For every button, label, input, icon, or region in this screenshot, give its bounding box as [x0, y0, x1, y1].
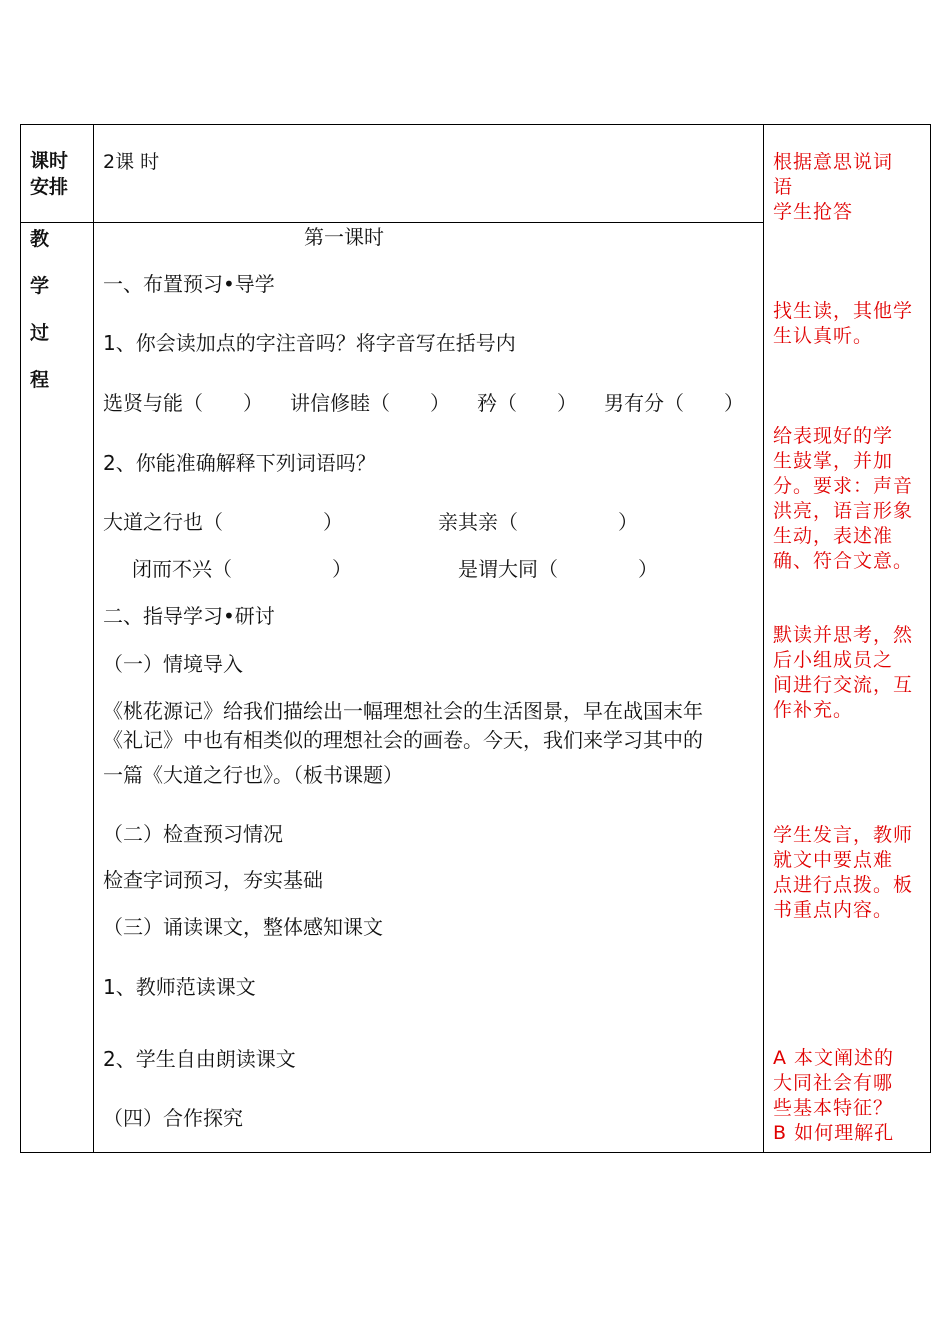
section-guidance-heading: 二、指导学习•研讨 — [103, 604, 275, 628]
process-label-char-2: 学 — [30, 275, 50, 297]
note-2-line2: 生认真听。 — [773, 325, 874, 347]
sub-check-heading: （二）检查预习情况 — [103, 822, 283, 846]
sub-explore-heading: （四）合作探究 — [103, 1106, 243, 1130]
note-6-line3: 些基本特征？ — [773, 1097, 894, 1119]
note-1-line2: 语 — [773, 176, 794, 198]
note-5-line1: 学生发言，教师 — [773, 824, 914, 846]
note-1-line3: 学生抢答 — [773, 201, 854, 223]
note-3-line3: 分。要求：声音 — [773, 475, 914, 497]
note-5-line3: 点进行点拨。板 — [773, 874, 914, 896]
process-label-char-4: 程 — [30, 369, 50, 391]
note-6-line2: 大同社会有哪 — [773, 1072, 894, 1094]
pronunciation-item-1: 选贤与能（ ） — [103, 391, 263, 415]
note-5-line4: 书重点内容。 — [773, 899, 894, 921]
check-text: 检查字词预习，夯实基础 — [103, 868, 323, 892]
table-col-divider-1 — [93, 124, 94, 1153]
process-label-char-1: 教 — [30, 228, 50, 250]
explain-item-3: 闭而不兴（ ） — [132, 557, 352, 581]
reading-step-2: 2、学生自由朗读课文 — [103, 1047, 296, 1071]
section-preview-heading: 一、布置预习•导学 — [103, 272, 275, 296]
note-4-line3: 间进行交流，互 — [773, 674, 914, 696]
table-col-divider-2 — [763, 124, 764, 1153]
intro-paragraph-line2: 《礼记》中也有相类似的理想社会的画卷。今天，我们来学习其中的 — [103, 728, 703, 752]
note-5-line2: 就文中要点难 — [773, 849, 894, 871]
question-pronunciation: 1、你会读加点的字注音吗？将字音写在括号内 — [103, 331, 516, 355]
sub-reading-heading: （三）诵读课文，整体感知课文 — [103, 915, 383, 939]
table-border-bottom — [20, 1152, 931, 1153]
pronunciation-item-2: 讲信修睦（ ） — [290, 391, 450, 415]
pronunciation-item-4: 男有分（ ） — [604, 391, 744, 415]
period-value: 2课 时 — [103, 151, 160, 173]
intro-paragraph-line1: 《桃花源记》给我们描绘出一幅理想社会的生活图景，早在战国末年 — [103, 699, 703, 723]
reading-step-1: 1、教师范读课文 — [103, 975, 256, 999]
note-6-line4: B 如何理解孔 — [773, 1122, 895, 1144]
explain-item-2: 亲其亲（ ） — [438, 510, 638, 534]
sub-intro-heading: （一）情境导入 — [103, 652, 243, 676]
table-row-divider — [20, 222, 764, 223]
table-border-right — [930, 124, 931, 1153]
note-3-line1: 给表现好的学 — [773, 425, 894, 447]
note-3-line4: 洪亮，语言形象 — [773, 500, 914, 522]
note-4-line1: 默读并思考，然 — [773, 624, 914, 646]
period-title: 第一课时 — [304, 225, 384, 249]
explain-item-1: 大道之行也（ ） — [103, 510, 343, 534]
period-label-line2: 安排 — [30, 176, 69, 198]
note-4-line2: 后小组成员之 — [773, 649, 894, 671]
note-3-line6: 确、符合文意。 — [773, 550, 914, 572]
note-4-line4: 作补充。 — [773, 699, 854, 721]
note-3-line2: 生鼓掌，并加 — [773, 450, 894, 472]
note-6-line1: A 本文阐述的 — [773, 1047, 895, 1069]
note-3-line5: 生动，表述准 — [773, 525, 894, 547]
question-explain-words: 2、你能准确解释下列词语吗？ — [103, 451, 376, 475]
table-border-left — [20, 124, 21, 1153]
intro-paragraph-line3: 一篇《大道之行也》。（板书课题） — [103, 763, 403, 787]
pronunciation-item-3: 矜（ ） — [477, 391, 577, 415]
process-label-char-3: 过 — [30, 322, 50, 344]
note-2-line1: 找生读，其他学 — [773, 300, 914, 322]
explain-item-4: 是谓大同（ ） — [458, 557, 658, 581]
note-1-line1: 根据意思说词 — [773, 151, 894, 173]
table-border-top — [20, 124, 931, 125]
period-label-line1: 课时 — [30, 150, 69, 172]
